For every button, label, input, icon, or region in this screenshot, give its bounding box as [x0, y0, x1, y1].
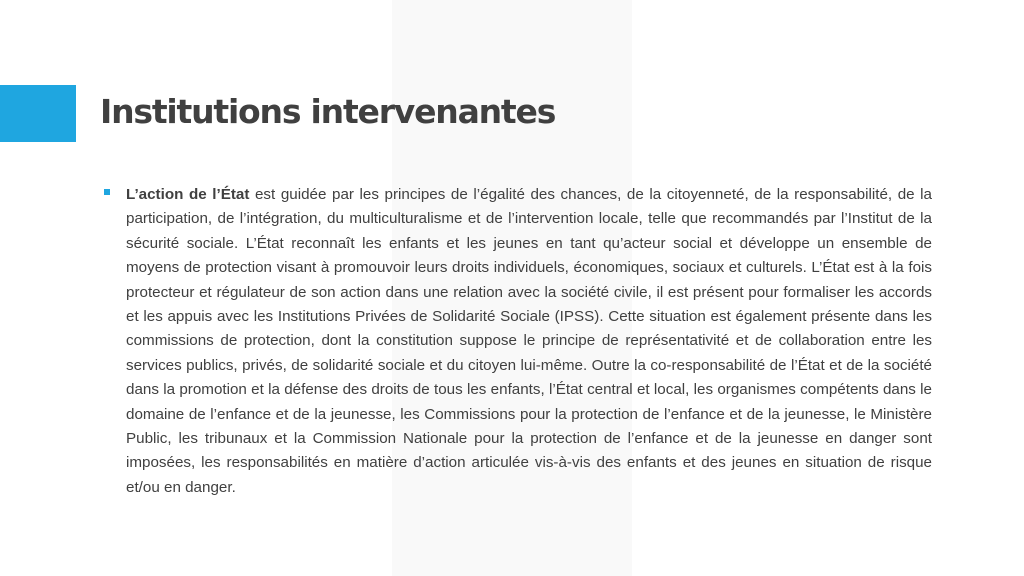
bullet-body: est guidée par les principes de l’égalité des chances, de la citoyenneté, de la responsabilité, de la participation, de l’intégration, du multiculturalisme et de l’intervention locale, telle que recommandés par l’Institut de la sécurité sociale. L’État reconnaît les enfants et les jeunes en tant qu’acteur social et développe un ensemble de moyens de protection visant à promouvoir leurs droits individuels, économiques, sociaux et culturels. L’État est à la fois protecteur et régulateur de son action dans une relation avec la société civile, il est présent pour formaliser les accords et les appuis avec les Institutions Privées de Solidarité Sociale (IPSS). Cette situation est également présente dans les commissions de protection, dont la constitution suppose le principe de représentativité et de collaboration entre les services publics, privés, de solidarité sociale et du citoyen lui-même. Outre la co-responsabilité de l’État et de la société dans la promotion et la défense des droits de tous les enfants, l’État central et local, les organismes compétents dans le domaine de l’enfance et de la jeunesse, les Commissions pour la protection de l’enfance et de la jeunesse, le Ministère Public, les tribunaux et la Commission Nationale pour la protection de l’enfance et de la jeunesse en danger sont imposées, les responsabilités en matière d’action articulée vis-à-vis des enfants et des jeunes en situation de risque et/ou en danger.	[126, 186, 932, 496]
title-accent-block	[0, 85, 76, 142]
slide-content	[104, 183, 932, 500]
square-bullet-icon	[104, 189, 110, 195]
bullet-bold-lead: L’action de l’État	[126, 186, 250, 203]
bullet-text	[126, 183, 932, 500]
bullet-item	[104, 183, 932, 500]
slide-title: Institutions intervenantes	[100, 92, 556, 131]
